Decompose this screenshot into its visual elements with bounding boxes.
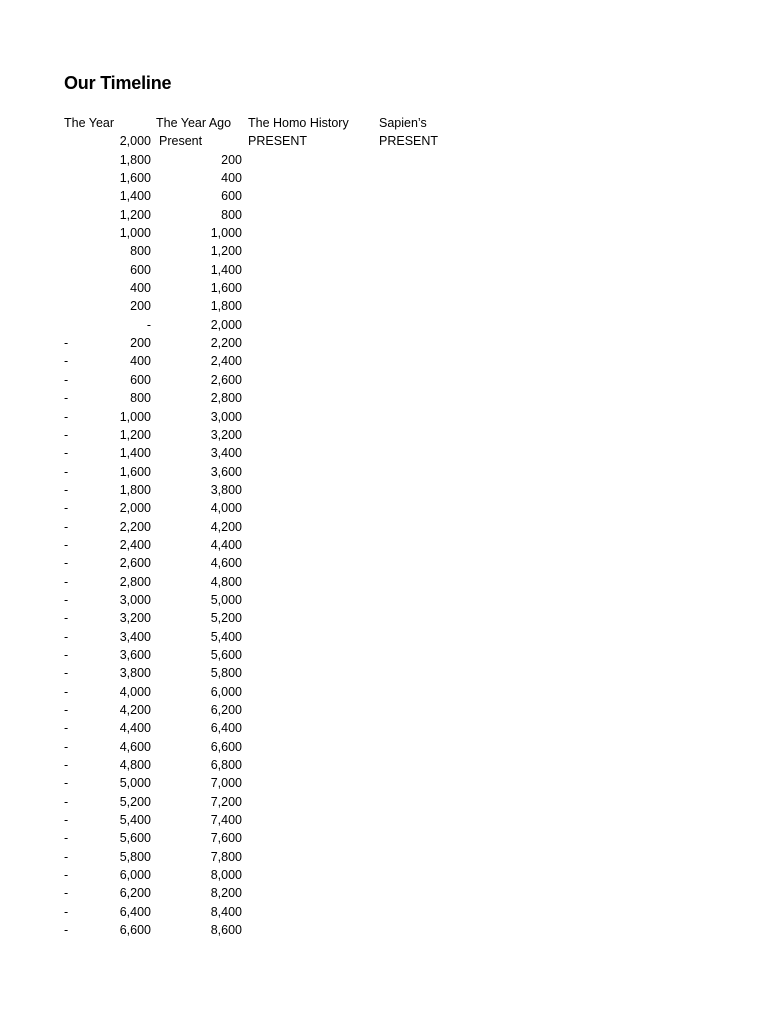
sign-cell: -	[64, 519, 69, 534]
sign-cell: -	[64, 391, 69, 406]
year-ago-cell: 1,000	[210, 226, 242, 241]
year-cell: 5,000	[119, 776, 151, 791]
table-row	[64, 921, 444, 939]
year-cell: 6,200	[119, 886, 151, 901]
sign-cell: -	[64, 574, 69, 589]
table-row	[64, 426, 444, 444]
year-cell: 1,400	[119, 189, 151, 204]
year-ago-cell: 3,800	[210, 482, 242, 497]
sign-cell: -	[64, 537, 69, 552]
year-ago-cell: 7,600	[210, 831, 242, 846]
table-row	[64, 279, 444, 297]
year-cell: 2,000	[119, 501, 151, 516]
table-row	[64, 334, 444, 352]
year-cell: 5,800	[119, 849, 151, 864]
year-cell: 5,200	[119, 794, 151, 809]
year-cell: 2,000	[119, 134, 151, 149]
table-row	[64, 518, 444, 536]
homo-history-cell: PRESENT	[248, 134, 308, 149]
table-row	[64, 242, 444, 260]
year-ago-cell: 2,000	[210, 317, 242, 332]
sapiens-cell: PRESENT	[379, 134, 439, 149]
year-ago-cell: 5,200	[210, 611, 242, 626]
table-row	[64, 903, 444, 921]
year-ago-cell: 2,800	[210, 391, 242, 406]
year-ago-cell: 3,400	[210, 446, 242, 461]
sign-cell: -	[64, 721, 69, 736]
year-ago-cell: 6,800	[210, 758, 242, 773]
table-row	[64, 609, 444, 627]
year-ago-cell: 1,600	[210, 281, 242, 296]
year-cell: 600	[130, 262, 151, 277]
year-cell: 1,400	[119, 446, 151, 461]
sign-cell: -	[64, 592, 69, 607]
year-ago-cell: 6,600	[210, 739, 242, 754]
sign-cell: -	[64, 464, 69, 479]
sign-cell: -	[64, 904, 69, 919]
year-ago-cell: 4,000	[210, 501, 242, 516]
table-row	[64, 554, 444, 572]
year-cell: 4,000	[119, 684, 151, 699]
year-cell: 1,800	[119, 152, 151, 167]
table-row	[64, 866, 444, 884]
table-row	[64, 169, 444, 187]
table-row	[64, 628, 444, 646]
year-cell: 1,600	[119, 464, 151, 479]
year-cell: 800	[130, 391, 151, 406]
table-row	[64, 646, 444, 664]
year-ago-cell: 6,200	[210, 703, 242, 717]
table-row	[64, 829, 444, 847]
year-cell: 6,600	[119, 923, 151, 938]
table-row	[64, 151, 444, 169]
sign-cell: -	[64, 446, 69, 461]
table-row	[64, 683, 444, 701]
sign-cell: -	[64, 611, 69, 626]
page-title: Our Timeline	[64, 73, 172, 93]
year-ago-cell: 5,400	[210, 629, 242, 644]
table-row	[64, 884, 444, 902]
year-ago-cell: 7,200	[210, 794, 242, 809]
sign-cell: -	[64, 409, 69, 424]
year-ago-cell: 4,400	[210, 537, 242, 552]
year-ago-cell: 8,200	[210, 886, 242, 901]
year-ago-cell: 400	[221, 171, 242, 186]
year-ago-cell: 3,000	[210, 409, 242, 424]
year-cell: 5,600	[119, 831, 151, 846]
table-row	[64, 573, 444, 591]
sign-cell: -	[64, 831, 69, 846]
year-ago-cell: 3,600	[210, 464, 242, 479]
year-ago-cell: 2,600	[210, 372, 242, 387]
year-cell: 5,400	[119, 813, 151, 828]
year-ago-cell: 8,600	[210, 923, 242, 938]
year-cell: 3,000	[119, 592, 151, 607]
year-cell: 6,000	[119, 868, 151, 883]
year-ago-cell: 5,600	[210, 647, 242, 662]
year-cell: 600	[130, 372, 151, 387]
year-ago-cell: 6,400	[210, 721, 242, 736]
table-row	[64, 352, 444, 370]
timeline-table	[64, 114, 444, 939]
table-row	[64, 444, 444, 462]
year-cell: 2,600	[119, 556, 151, 571]
sign-cell: -	[64, 813, 69, 828]
sign-cell: -	[64, 776, 69, 791]
year-ago-cell: Present	[159, 134, 203, 149]
data-rows	[64, 151, 444, 940]
sign-cell: -	[64, 556, 69, 571]
sign-cell: -	[64, 482, 69, 497]
year-cell: 1,000	[119, 226, 151, 241]
year-ago-cell: 3,200	[210, 427, 242, 442]
table-row	[64, 738, 444, 756]
year-ago-cell: 1,800	[210, 299, 242, 314]
table-row	[64, 756, 444, 774]
table-row	[64, 774, 444, 792]
table-row	[64, 408, 444, 426]
year-cell: 1,600	[119, 171, 151, 186]
year-ago-cell: 5,000	[210, 592, 242, 607]
sign-cell: -	[64, 354, 69, 369]
header-the-year: The Year	[64, 116, 115, 130]
table-row	[64, 261, 444, 279]
year-ago-cell: 7,000	[210, 776, 242, 791]
year-ago-cell: 4,600	[210, 556, 242, 571]
table-row	[64, 499, 444, 517]
table-row	[64, 463, 444, 481]
year-ago-cell: 7,800	[210, 849, 242, 864]
year-ago-cell: 4,200	[210, 519, 242, 534]
year-cell: 4,600	[119, 739, 151, 754]
sign-cell: -	[64, 923, 69, 938]
year-ago-cell: 4,800	[210, 574, 242, 589]
table-row	[64, 224, 444, 242]
table-row	[64, 811, 444, 829]
year-ago-cell: 5,800	[210, 666, 242, 681]
year-cell: 6,400	[119, 904, 151, 919]
header-the-year-ago: The Year Ago	[156, 116, 232, 130]
year-ago-cell: 6,000	[210, 684, 242, 699]
sign-cell: -	[64, 849, 69, 864]
sign-cell: -	[64, 739, 69, 754]
sign-cell: -	[64, 794, 69, 809]
year-cell: 4,200	[119, 703, 151, 717]
year-cell: -	[146, 317, 151, 332]
year-ago-cell: 7,400	[210, 813, 242, 828]
year-ago-cell: 8,000	[210, 868, 242, 883]
header-homo-history: The Homo History	[248, 116, 349, 130]
year-cell: 2,800	[119, 574, 151, 589]
table-row	[64, 848, 444, 866]
header-row	[64, 114, 444, 132]
header-sapiens: Sapien’s	[379, 116, 427, 130]
year-ago-cell: 200	[221, 152, 242, 167]
table-row	[64, 187, 444, 205]
sign-cell: -	[64, 629, 69, 644]
table-row	[64, 481, 444, 499]
sign-cell: -	[64, 758, 69, 773]
table-row	[64, 297, 444, 315]
table-row	[64, 536, 444, 554]
year-cell: 3,400	[119, 629, 151, 644]
table-row	[64, 389, 444, 407]
year-cell: 200	[130, 299, 151, 314]
year-cell: 400	[130, 354, 151, 369]
sign-cell: -	[64, 501, 69, 516]
year-cell: 1,000	[119, 409, 151, 424]
year-cell: 800	[130, 244, 151, 259]
sign-cell: -	[64, 703, 69, 717]
year-cell: 2,400	[119, 537, 151, 552]
sign-cell: -	[64, 684, 69, 699]
sign-cell: -	[64, 372, 69, 387]
table-row	[64, 701, 444, 719]
year-cell: 3,600	[119, 647, 151, 662]
year-ago-cell: 1,200	[210, 244, 242, 259]
table-row	[64, 371, 444, 389]
year-cell: 4,800	[119, 758, 151, 773]
sign-cell: -	[64, 886, 69, 901]
year-ago-cell: 1,400	[210, 262, 242, 277]
sign-cell: -	[64, 647, 69, 662]
sign-cell: -	[64, 336, 69, 351]
sign-cell: -	[64, 427, 69, 442]
year-cell: 400	[130, 281, 151, 296]
year-cell: 2,200	[119, 519, 151, 534]
year-cell: 1,800	[119, 482, 151, 497]
year-cell: 1,200	[119, 207, 151, 222]
year-ago-cell: 600	[221, 189, 242, 204]
year-cell: 1,200	[119, 427, 151, 442]
year-cell: 3,200	[119, 611, 151, 626]
table-row	[64, 316, 444, 334]
table-row	[64, 206, 444, 224]
present-row	[64, 132, 444, 150]
table-row	[64, 793, 444, 811]
year-ago-cell: 8,400	[210, 904, 242, 919]
year-cell: 3,800	[119, 666, 151, 681]
year-cell: 200	[130, 336, 151, 351]
table-row	[64, 664, 444, 682]
table-row	[64, 719, 444, 737]
year-ago-cell: 2,400	[210, 354, 242, 369]
sign-cell: -	[64, 868, 69, 883]
year-ago-cell: 2,200	[210, 336, 242, 351]
table-row	[64, 591, 444, 609]
year-cell: 4,400	[119, 721, 151, 736]
sign-cell: -	[64, 666, 69, 681]
year-ago-cell: 800	[221, 207, 242, 222]
